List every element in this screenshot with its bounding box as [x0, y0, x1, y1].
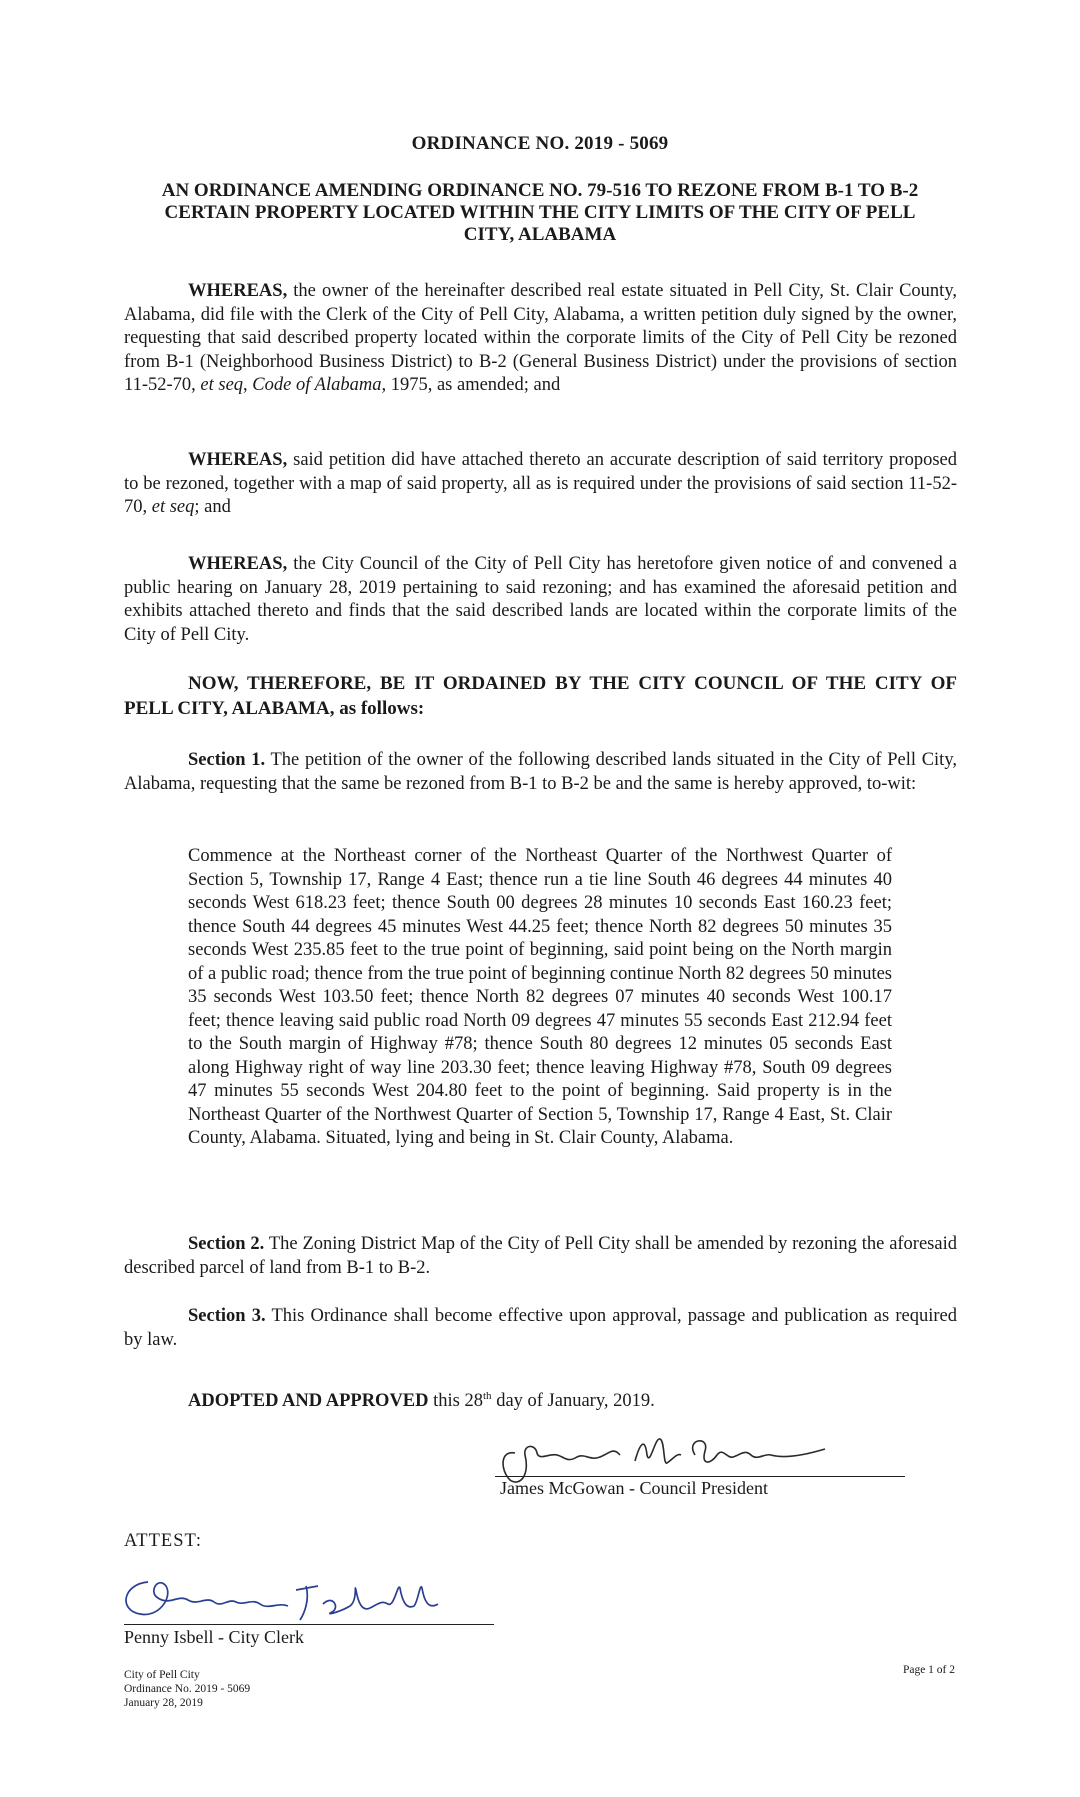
section-1-paragraph: [124, 749, 957, 796]
footer-line-3: January 28, 2019: [124, 1697, 203, 1709]
whereas-text: said petition did have attached thereto an accurate description of said territory proposed to be rezoned, together with a map of said property, all as is required under the provisions of said section 11-52-70,: [124, 450, 957, 517]
president-signature-line: [495, 1476, 905, 1477]
whereas-lead: WHEREAS,: [188, 450, 288, 470]
whereas-text: ; and: [194, 497, 231, 517]
ordained-heading: NOW, THEREFORE, BE IT ORDAINED BY THE CITY COUNCIL OF THE CITY OF PELL CITY, ALABAMA, as follows:: [124, 673, 957, 719]
footer-left: [124, 1668, 250, 1710]
section-text: The Zoning District Map of the City of Pell City shall be amended by rezoning the aforesaid described parcel of land from B-1 to B-2.: [124, 1234, 957, 1278]
attest-label: ATTEST:: [124, 1531, 203, 1551]
whereas-text: ,: [243, 375, 253, 395]
section-label: Section 1.: [188, 750, 266, 770]
whereas-italic: et seq: [200, 375, 244, 395]
adopted-text: this 28: [428, 1391, 483, 1412]
president-name: James McGowan - Council President: [500, 1478, 768, 1498]
legal-description: Commence at the Northeast corner of the Northeast Quarter of the Northwest Quarter of Section 5, Township 17, Range 4 East; thence run a tie line South 46 degrees 44 minutes 40 seconds West 618.23 feet; thence South 00 degrees 28 minutes 10 seconds East 160.23 feet; thence South 44 degrees 45 minutes West 44.25 feet; thence North 82 degrees 50 minutes 35 seconds West 235.85 feet to the true point of beginning, said point being on the North margin of a public road; thence from the true point of beginning continue North 82 degrees 50 minutes 35 seconds West 103.50 feet; thence North 82 degrees 07 minutes 40 seconds West 100.17 feet; thence leaving said public road North 09 degrees 47 minutes 55 seconds East 212.94 feet to the South margin of Highway #78; thence South 80 degrees 12 minutes 05 seconds East along Highway right of way line 203.30 feet; thence leaving Highway #78, South 09 degrees 47 minutes 55 seconds West 204.80 feet to the point of beginning. Said property is in the Northeast Quarter of the Northwest Quarter of Section 5, Township 17, Range 4 East, St. Clair County, Alabama. Situated, lying and being in St. Clair County, Alabama.: [188, 846, 892, 1148]
whereas-lead: WHEREAS,: [188, 281, 288, 301]
clerk-signature: [118, 1572, 498, 1632]
whereas-text: the City Council of the City of Pell City has heretofore given notice of and convened a public hearing on January 28, 2019 pertaining to said rezoning; and has examined the aforesaid petition and exhibits attached thereto and finds that the said described lands are located within the corporate limits of the City of Pell City.: [124, 554, 957, 645]
whereas-paragraph-1: [124, 280, 957, 398]
whereas-italic: Code of Alabama,: [252, 375, 387, 395]
footer-line-1: City of Pell City: [124, 1669, 200, 1681]
whereas-italic: et seq: [151, 497, 195, 517]
section-label: Section 3.: [188, 1306, 266, 1326]
whereas-lead: WHEREAS,: [188, 554, 288, 574]
page-number: Page 1 of 2: [902, 1664, 955, 1676]
adopted-lead: ADOPTED AND APPROVED: [188, 1391, 429, 1412]
section-text: This Ordinance shall become effective upon approval, passage and publication as required by law.: [124, 1306, 957, 1350]
ordinance-title: ORDINANCE NO. 2019 - 5069: [411, 133, 669, 154]
clerk-name: Penny Isbell - City Clerk: [124, 1627, 304, 1647]
section-2-paragraph: [124, 1233, 957, 1280]
whereas-paragraph-3: [124, 553, 957, 647]
adopted-statement: [188, 1390, 655, 1412]
ordinance-subtitle: AN ORDINANCE AMENDING ORDINANCE NO. 79-516 TO REZONE FROM B-1 TO B-2 CERTAIN PROPERTY LOCATED WITHIN THE CITY LIMITS OF THE CITY OF PELL CITY, ALABAMA: [161, 180, 919, 245]
section-3-paragraph: [124, 1305, 957, 1352]
section-label: Section 2.: [188, 1234, 265, 1254]
clerk-signature-line: [124, 1624, 494, 1625]
section-text: The petition of the owner of the following described lands situated in the City of Pell City, Alabama, requesting that the same be rezoned from B-1 to B-2 be and the same is hereby approved, to-wit:: [124, 750, 957, 794]
adopted-text: day of January, 2019.: [491, 1391, 655, 1412]
whereas-text: the owner of the hereinafter described real estate situated in Pell City, St. Clair County, Alabama, did file with the Clerk of the City of Pell City, Alabama, a written petition duly signed by the owner, requesting that said described property located within the corporate limits of the City of Pell City be rezoned from B-1 (Neighborhood Business District) to B-2 (General Business District) under the provisions of section 11-52-70,: [124, 281, 957, 395]
whereas-paragraph-2: [124, 449, 957, 520]
whereas-text: 1975, as amended; and: [386, 375, 561, 395]
footer-line-2: Ordinance No. 2019 - 5069: [124, 1683, 251, 1695]
adopted-superscript: th: [483, 1390, 492, 1402]
